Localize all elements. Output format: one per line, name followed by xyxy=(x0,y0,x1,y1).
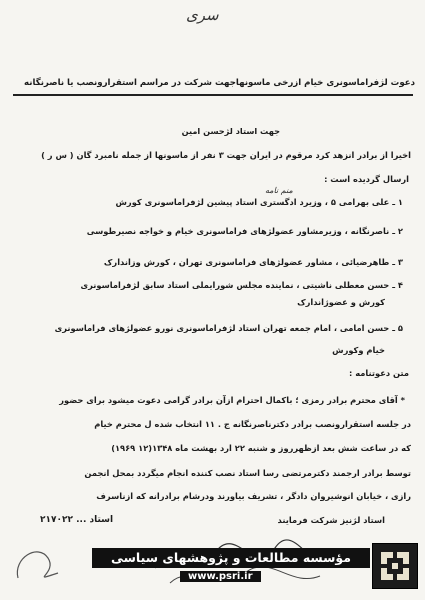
item-text: ناصرنگانه ، وزیرمشاور عضولژهای فراماسونری خیام و خواجه نصیرطوسی xyxy=(86,226,390,236)
watermark xyxy=(88,536,418,594)
intro-paragraph-2: ارسال گردیده است : xyxy=(324,174,409,184)
letter-line: توسط برادر ارجمند دکترمرتضی رسا استاد نصب کننده انجام میگردد بمحل انجمن xyxy=(84,468,411,478)
logo-icon xyxy=(373,544,417,588)
list-item xyxy=(87,226,403,236)
item-number: ۲ ـ xyxy=(392,226,403,236)
item-text: حسن معطلی ناشیتی ، نماینده مجلس شورایملی استاد سابق لژفراماسونری xyxy=(80,280,390,290)
reference-number: استاد ... ۲۱۷۰۲۲ xyxy=(40,515,114,525)
subject-line: دعوت لژفراماسونری خیام ازرخی ماسونهاجهت شرکت در مراسم استقرارونصب یا ناصرنگانه xyxy=(24,78,415,88)
item-text: خیام وکورش xyxy=(332,345,385,355)
list-item xyxy=(297,297,385,307)
list-item xyxy=(115,197,403,207)
subject-underline xyxy=(13,94,413,96)
item-number: ۵ ـ xyxy=(392,323,403,333)
item-number: ۴ ـ xyxy=(392,280,403,290)
intro-paragraph: اخیرا از برادر انزهد کرد مرقوم در ایران جهت ۳ نفر از ماسونها از جمله نامبرد گان ( س ر ) xyxy=(41,150,411,160)
letter-line: در جلسه استقرارونصب برادر دکترناصرنگانه ج . ۱۱ انتخاب شده ل محترم خیام xyxy=(94,419,411,429)
list-item xyxy=(81,280,403,290)
letter-line: رازی ، خیابان انوشیروان دادگر ، تشریف بیاورند ودرشام برادرانه که ازناسرف xyxy=(96,491,411,501)
list-item xyxy=(55,323,403,333)
item-text: کورش و عضوژاندارک xyxy=(297,297,385,307)
item-text: حسن امامی ، امام جمعه تهران استاد لژفراماسونری نورو عضولژهای فراماسونری xyxy=(54,323,390,333)
letter-label: متن دعوتنامه : xyxy=(349,368,409,378)
letter-line: که در ساعت شش بعد ازظهرروز و شنبه ۲۲ ارد بهشت ماه ۱۳۴۸(۱۲ ۱۹۶۹) xyxy=(111,443,411,453)
institute-banner: مؤسسه مطالعات و پژوهشهای سیاسی xyxy=(92,548,370,568)
letter-line: استاد لژنیز شرکت فرمایند xyxy=(277,515,385,525)
item-text: علی بهرامی ۵ ، وزیرد ادگستری استاد پیشین لژفراماسونری کورش xyxy=(115,197,390,207)
classification-stamp: سری xyxy=(186,6,219,24)
subject-line-2: جهت استاد لژحسن امین xyxy=(181,126,280,136)
margin-scribble xyxy=(8,538,68,588)
item-number: ۳ ـ xyxy=(392,257,403,267)
handwritten-note: منم نامه xyxy=(265,186,293,195)
list-item xyxy=(104,257,403,267)
institute-website: www.psri.ir xyxy=(180,571,261,582)
list-item xyxy=(332,345,385,355)
letter-line: * آقای محترم برادر رمزی ؛ باکمال احترام ازآن برادر گرامی دعوت میشود برای حضور xyxy=(59,395,405,405)
institute-logo xyxy=(372,543,418,589)
item-text: طاهرضیائی ، مشاور عضولژهای فراماسونری تهران ، کورش وزاندارک xyxy=(103,257,390,267)
item-number: ۱ ـ xyxy=(392,197,403,207)
